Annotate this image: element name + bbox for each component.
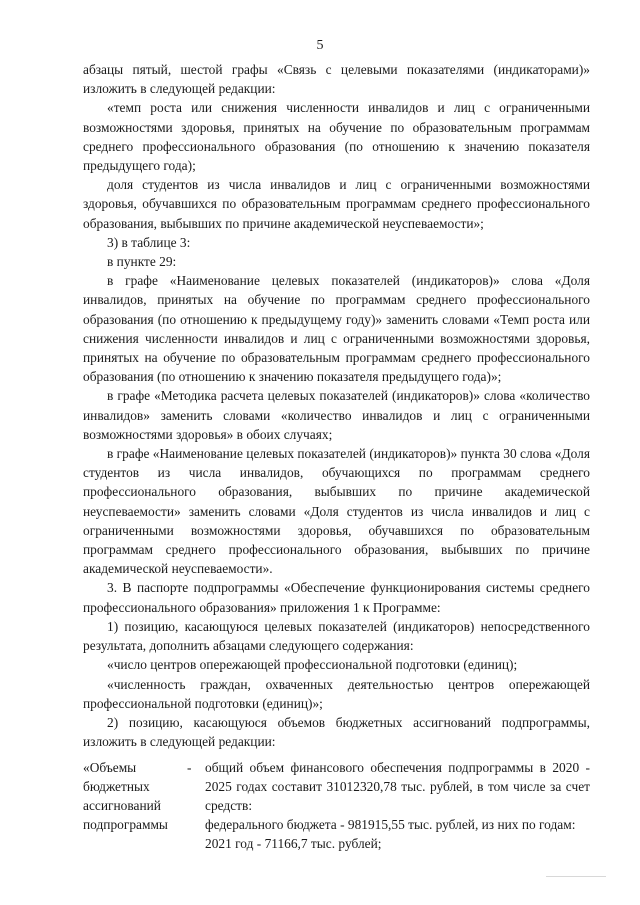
paragraph: «число центров опережающей профессиональной подготовки (единиц);	[107, 657, 518, 673]
budget-table-label: «Объемы бюджетных ассигнований подпрограммы	[83, 760, 168, 833]
budget-table-row: 2021 год - 71166,7 тыс. рублей;	[205, 836, 382, 852]
budget-table	[83, 758, 590, 853]
paragraph: доля студентов из числа инвалидов и лиц с ограниченными возможностями здоровья, обучавшихся по образовательным программам среднего профессионального образования, выбывших по причине академической неуспеваемости»;	[83, 177, 590, 231]
budget-table-row: федерального бюджета - 981915,55 тыс. рублей, из них по годам:	[205, 817, 576, 833]
document-body	[83, 60, 590, 853]
budget-table-row: общий объем финансового обеспечения подпрограммы в 2020 - 2025 годах составит 31012320,78 тыс. рублей, в том числе за счет средств:	[205, 760, 590, 814]
paragraph: 3) в таблице 3:	[107, 234, 191, 250]
paragraph: 3. В паспорте подпрограммы «Обеспечение функционирования системы среднего профессионального образования» приложения 1 к Программе:	[83, 580, 590, 615]
paragraph: 1) позицию, касающуюся целевых показателей (индикаторов) непосредственного результата, дополнить абзацами следующего содержания:	[83, 618, 590, 654]
paragraph: абзацы пятый, шестой графы «Связь с целевыми показателями (индикаторами)» изложить в следующей редакции:	[83, 62, 590, 97]
budget-table-content	[205, 758, 590, 853]
scan-artifact-line	[546, 876, 606, 877]
paragraph: в графе «Методика расчета целевых показателей (индикаторов)» слова «количество инвалидов» заменить словами «количество инвалидов и лиц с ограниченными возможностями здоровья» в обоих случаях;	[83, 388, 590, 442]
paragraph: в пункте 29:	[107, 254, 177, 270]
paragraph: 2) позицию, касающуюся объемов бюджетных ассигнований подпрограммы, изложить в следующей редакции:	[83, 714, 590, 750]
budget-table-dash: -	[187, 760, 192, 776]
paragraph: «темп роста или снижения численности инвалидов и лиц с ограниченными возможностями здоровья, принятых на обучение по образовательным программам среднего профессионального образования (по отношению к значению показателя предыдущего года);	[83, 100, 590, 174]
paragraph: в графе «Наименование целевых показателей (индикаторов)» пункта 30 слова «Доля студентов из числа инвалидов, обучающихся по программам среднего профессионального образования, выбывших по причине академической неуспеваемости» заменить словами «Доля студентов из числа инвалидов и лиц с ограниченными возможностями здоровья, обучавшихся по образовательным программам среднего профессионального образования, выбывших по причине академической неуспеваемости».	[83, 446, 590, 577]
page-number: 5	[316, 38, 324, 53]
paragraph: в графе «Наименование целевых показателей (индикаторов)» слова «Доля инвалидов, принятых на обучение по программам среднего профессионального образования (по отношению к предыдущему году)» заменить словами «Темп роста или снижения численности инвалидов и лиц с ограниченными возможностями здоровья, принятых на обучение по образовательным программам среднего профессионального образования (по отношению к значению показателя предыдущего года)»;	[83, 273, 590, 385]
paragraph: «численность граждан, охваченных деятельностью центров опережающей профессиональной подготовки (единиц)»;	[83, 676, 590, 711]
